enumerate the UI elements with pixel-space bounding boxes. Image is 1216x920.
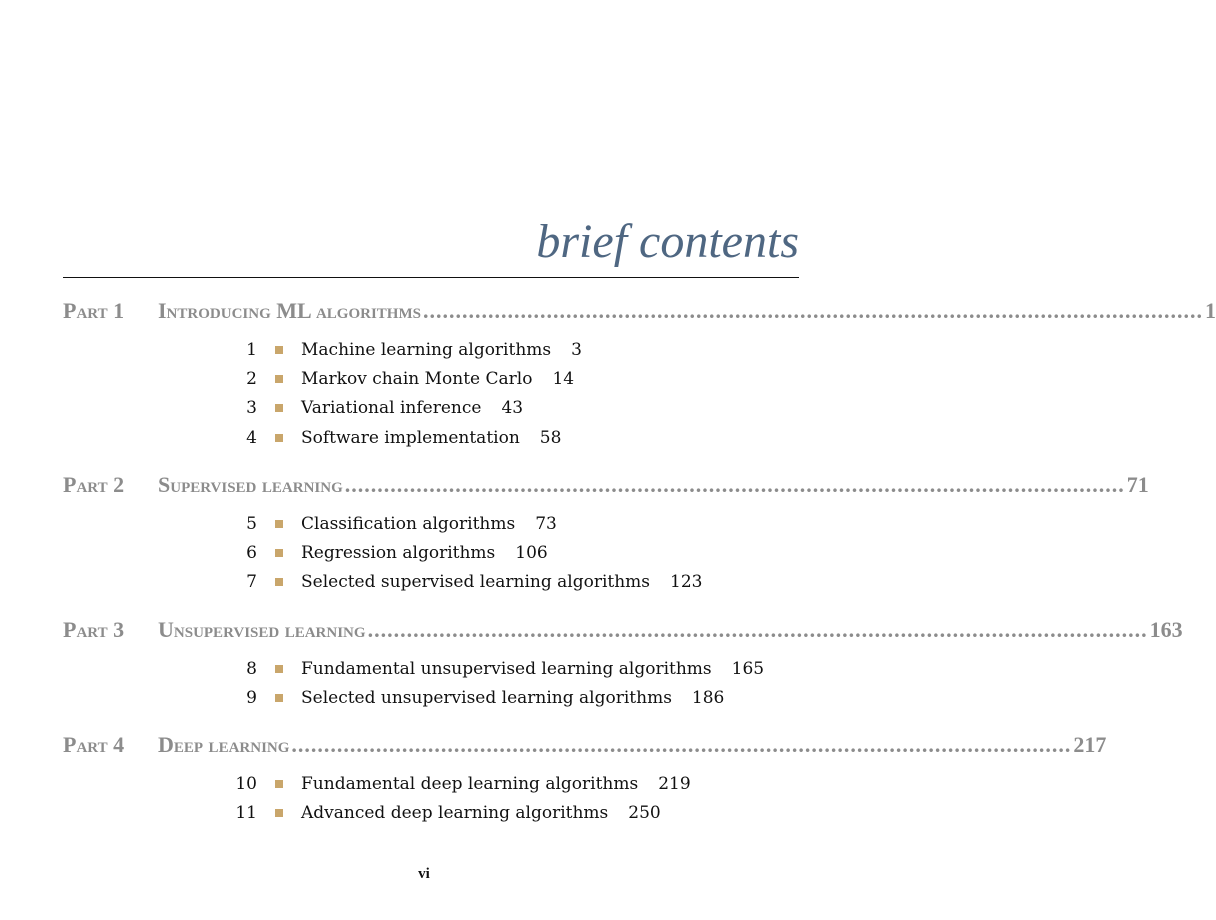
- part-title: Supervised learning: [158, 472, 343, 497]
- bullet-square-icon: [275, 665, 283, 673]
- part-page: 217: [1073, 732, 1107, 757]
- chapter-page: 106: [515, 543, 548, 563]
- part-title: Introducing ML algorithms: [158, 298, 421, 323]
- part-heading[interactable]: [63, 617, 1183, 645]
- bullet-square-icon: [275, 404, 283, 412]
- bullet-square-icon: [275, 694, 283, 702]
- chapter-title: Selected supervised learning algorithms: [301, 572, 651, 592]
- part-title: Deep learning: [158, 732, 290, 757]
- chapter-number: 9: [246, 688, 257, 708]
- chapter-number: 6: [246, 543, 257, 563]
- chapter-number: 2: [246, 369, 257, 389]
- chapter-page: 58: [539, 428, 562, 448]
- chapter-entry[interactable]: [180, 543, 548, 567]
- chapter-title: Software implementation: [301, 428, 520, 448]
- bullet-square-icon: [275, 549, 283, 557]
- part-label: Part 4: [63, 732, 125, 757]
- chapter-title: Markov chain Monte Carlo: [301, 369, 533, 389]
- chapter-page: 3: [571, 340, 582, 360]
- part-page: 163: [1149, 617, 1183, 642]
- chapter-title: Variational inference: [301, 398, 482, 418]
- chapter-title: Machine learning algorithms: [301, 340, 552, 360]
- chapter-entry[interactable]: [180, 340, 582, 364]
- bullet-square-icon: [275, 780, 283, 788]
- chapter-entry[interactable]: [180, 398, 523, 422]
- chapter-number: 10: [235, 774, 257, 794]
- part-page: 1: [1204, 298, 1216, 323]
- bullet-square-icon: [275, 434, 283, 442]
- chapter-number: 5: [246, 514, 257, 534]
- chapter-entry[interactable]: [180, 514, 557, 538]
- chapter-entry[interactable]: [180, 688, 724, 712]
- chapter-title: Classification algorithms: [301, 514, 516, 534]
- dot-leader: ........................................................................................................................: [367, 617, 1148, 642]
- page-title: brief contents: [536, 215, 799, 268]
- chapter-page: 73: [535, 514, 557, 534]
- chapter-page: 14: [552, 369, 575, 389]
- chapter-number: 11: [235, 803, 257, 823]
- bullet-square-icon: [275, 520, 283, 528]
- part-heading[interactable]: [63, 732, 1107, 760]
- dot-leader: ........................................................................................................................: [422, 298, 1203, 323]
- chapter-page: 250: [628, 803, 661, 823]
- bullet-square-icon: [275, 346, 283, 354]
- chapter-title: Advanced deep learning algorithms: [301, 803, 609, 823]
- part-heading[interactable]: [63, 472, 1149, 500]
- chapter-number: 1: [246, 340, 257, 360]
- bullet-square-icon: [275, 578, 283, 586]
- chapter-title: Fundamental deep learning algorithms: [301, 774, 639, 794]
- chapter-number: 8: [246, 659, 257, 679]
- chapter-entry[interactable]: [180, 659, 764, 683]
- part-title: Unsupervised learning: [158, 617, 366, 642]
- bullet-square-icon: [275, 809, 283, 817]
- title-rule: [63, 277, 799, 278]
- page-number: vi: [418, 866, 430, 882]
- dot-leader: ........................................................................................................................: [344, 472, 1125, 497]
- part-heading[interactable]: [63, 298, 1216, 326]
- part-label: Part 2: [63, 472, 125, 497]
- dot-leader: ........................................................................................................................: [291, 732, 1072, 757]
- chapter-number: 4: [246, 428, 257, 448]
- chapter-entry[interactable]: [180, 774, 691, 798]
- chapter-entry[interactable]: [180, 572, 702, 596]
- chapter-entry[interactable]: [180, 428, 561, 452]
- part-label: Part 1: [63, 298, 125, 323]
- part-page: 71: [1126, 472, 1149, 497]
- chapter-number: 3: [246, 398, 257, 418]
- chapter-page: 219: [658, 774, 691, 794]
- bullet-square-icon: [275, 375, 283, 383]
- chapter-page: 123: [670, 572, 703, 592]
- part-label: Part 3: [63, 617, 125, 642]
- chapter-page: 43: [501, 398, 524, 418]
- chapter-page: 186: [691, 688, 725, 708]
- chapter-number: 7: [246, 572, 257, 592]
- chapter-title: Regression algorithms: [301, 543, 496, 563]
- chapter-entry[interactable]: [180, 369, 574, 393]
- chapter-title: Selected unsupervised learning algorithms: [301, 688, 672, 708]
- chapter-title: Fundamental unsupervised learning algorithms: [301, 659, 712, 679]
- chapter-page: 165: [731, 659, 765, 679]
- chapter-entry[interactable]: [180, 803, 661, 827]
